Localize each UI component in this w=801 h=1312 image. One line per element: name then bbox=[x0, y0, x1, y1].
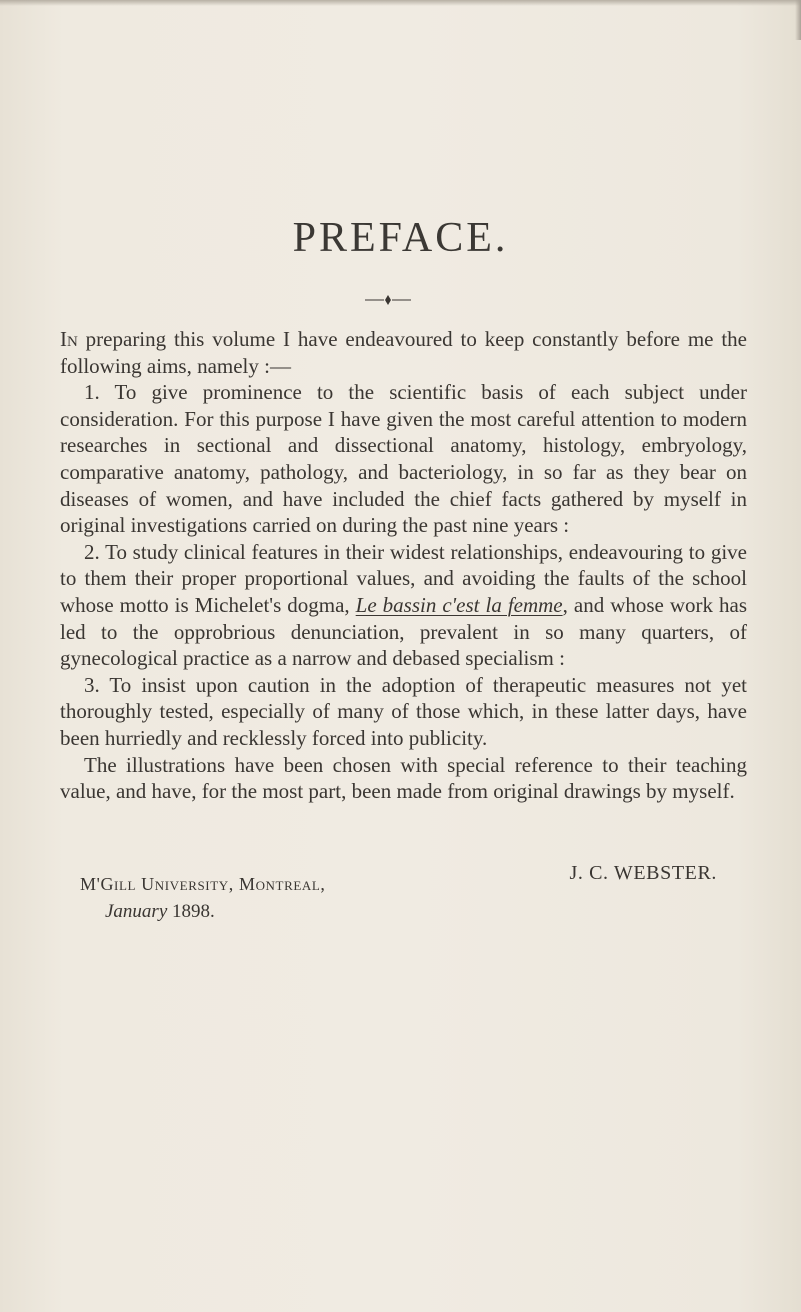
date-month: January bbox=[105, 901, 168, 922]
intro-text: preparing this volume I have endeavoured to keep constantly before me the following aims, namely :— bbox=[60, 327, 747, 378]
place-line: M'Gill University, Montreal, bbox=[80, 874, 326, 894]
page-top-shadow bbox=[0, 0, 801, 6]
author-signature: J. C. WEBSTER. bbox=[569, 862, 717, 884]
aim-1-paragraph: 1. To give prominence to the scientific basis of each subject under consideration. For this purpose I have given the most careful attention to modern researches in sectional and dissectional anatomy, histology, embryology, comparative anatomy, pathology, and bacteriology, in so far as they bear on diseases of women, and have included the chief facts gathered by myself in original investigations carried on during the past nine years : bbox=[60, 380, 747, 538]
motto-quote: Le bassin c'est la femme bbox=[355, 592, 563, 617]
intro-lead-word: In bbox=[60, 327, 78, 351]
page-right-shadow bbox=[795, 0, 801, 40]
aim-3-paragraph: 3. To insist upon caution in the adoption of therapeutic measures not yet thoroughly tested, especially of many of those which, in these latter days, have been hurriedly and recklessly forced into publicity. bbox=[60, 672, 747, 750]
illustrations-paragraph: The illustrations have been chosen with special reference to their teaching value, and have, for the most part, been made from original drawings by myself. bbox=[60, 752, 747, 804]
date-line bbox=[105, 901, 215, 923]
aim-2-text-after: , and whose work has led to the opprobrious denunciation, prevalent in so many quarters, of gynecological practice as a narrow and debased specialism : bbox=[60, 592, 747, 671]
aim-2-paragraph bbox=[60, 539, 747, 672]
date-year: 1898. bbox=[167, 901, 215, 922]
ornament-rule-icon bbox=[363, 293, 413, 307]
intro-paragraph bbox=[60, 326, 747, 379]
aim-2-text-before: 2. To study clinical features in their widest relationships, endeavouring to give to them their proper proportional values, and avoiding the faults of the school whose motto is Michelet's dogma, bbox=[60, 539, 747, 617]
preface-body bbox=[60, 326, 747, 805]
page-title: PREFACE. bbox=[292, 215, 509, 261]
